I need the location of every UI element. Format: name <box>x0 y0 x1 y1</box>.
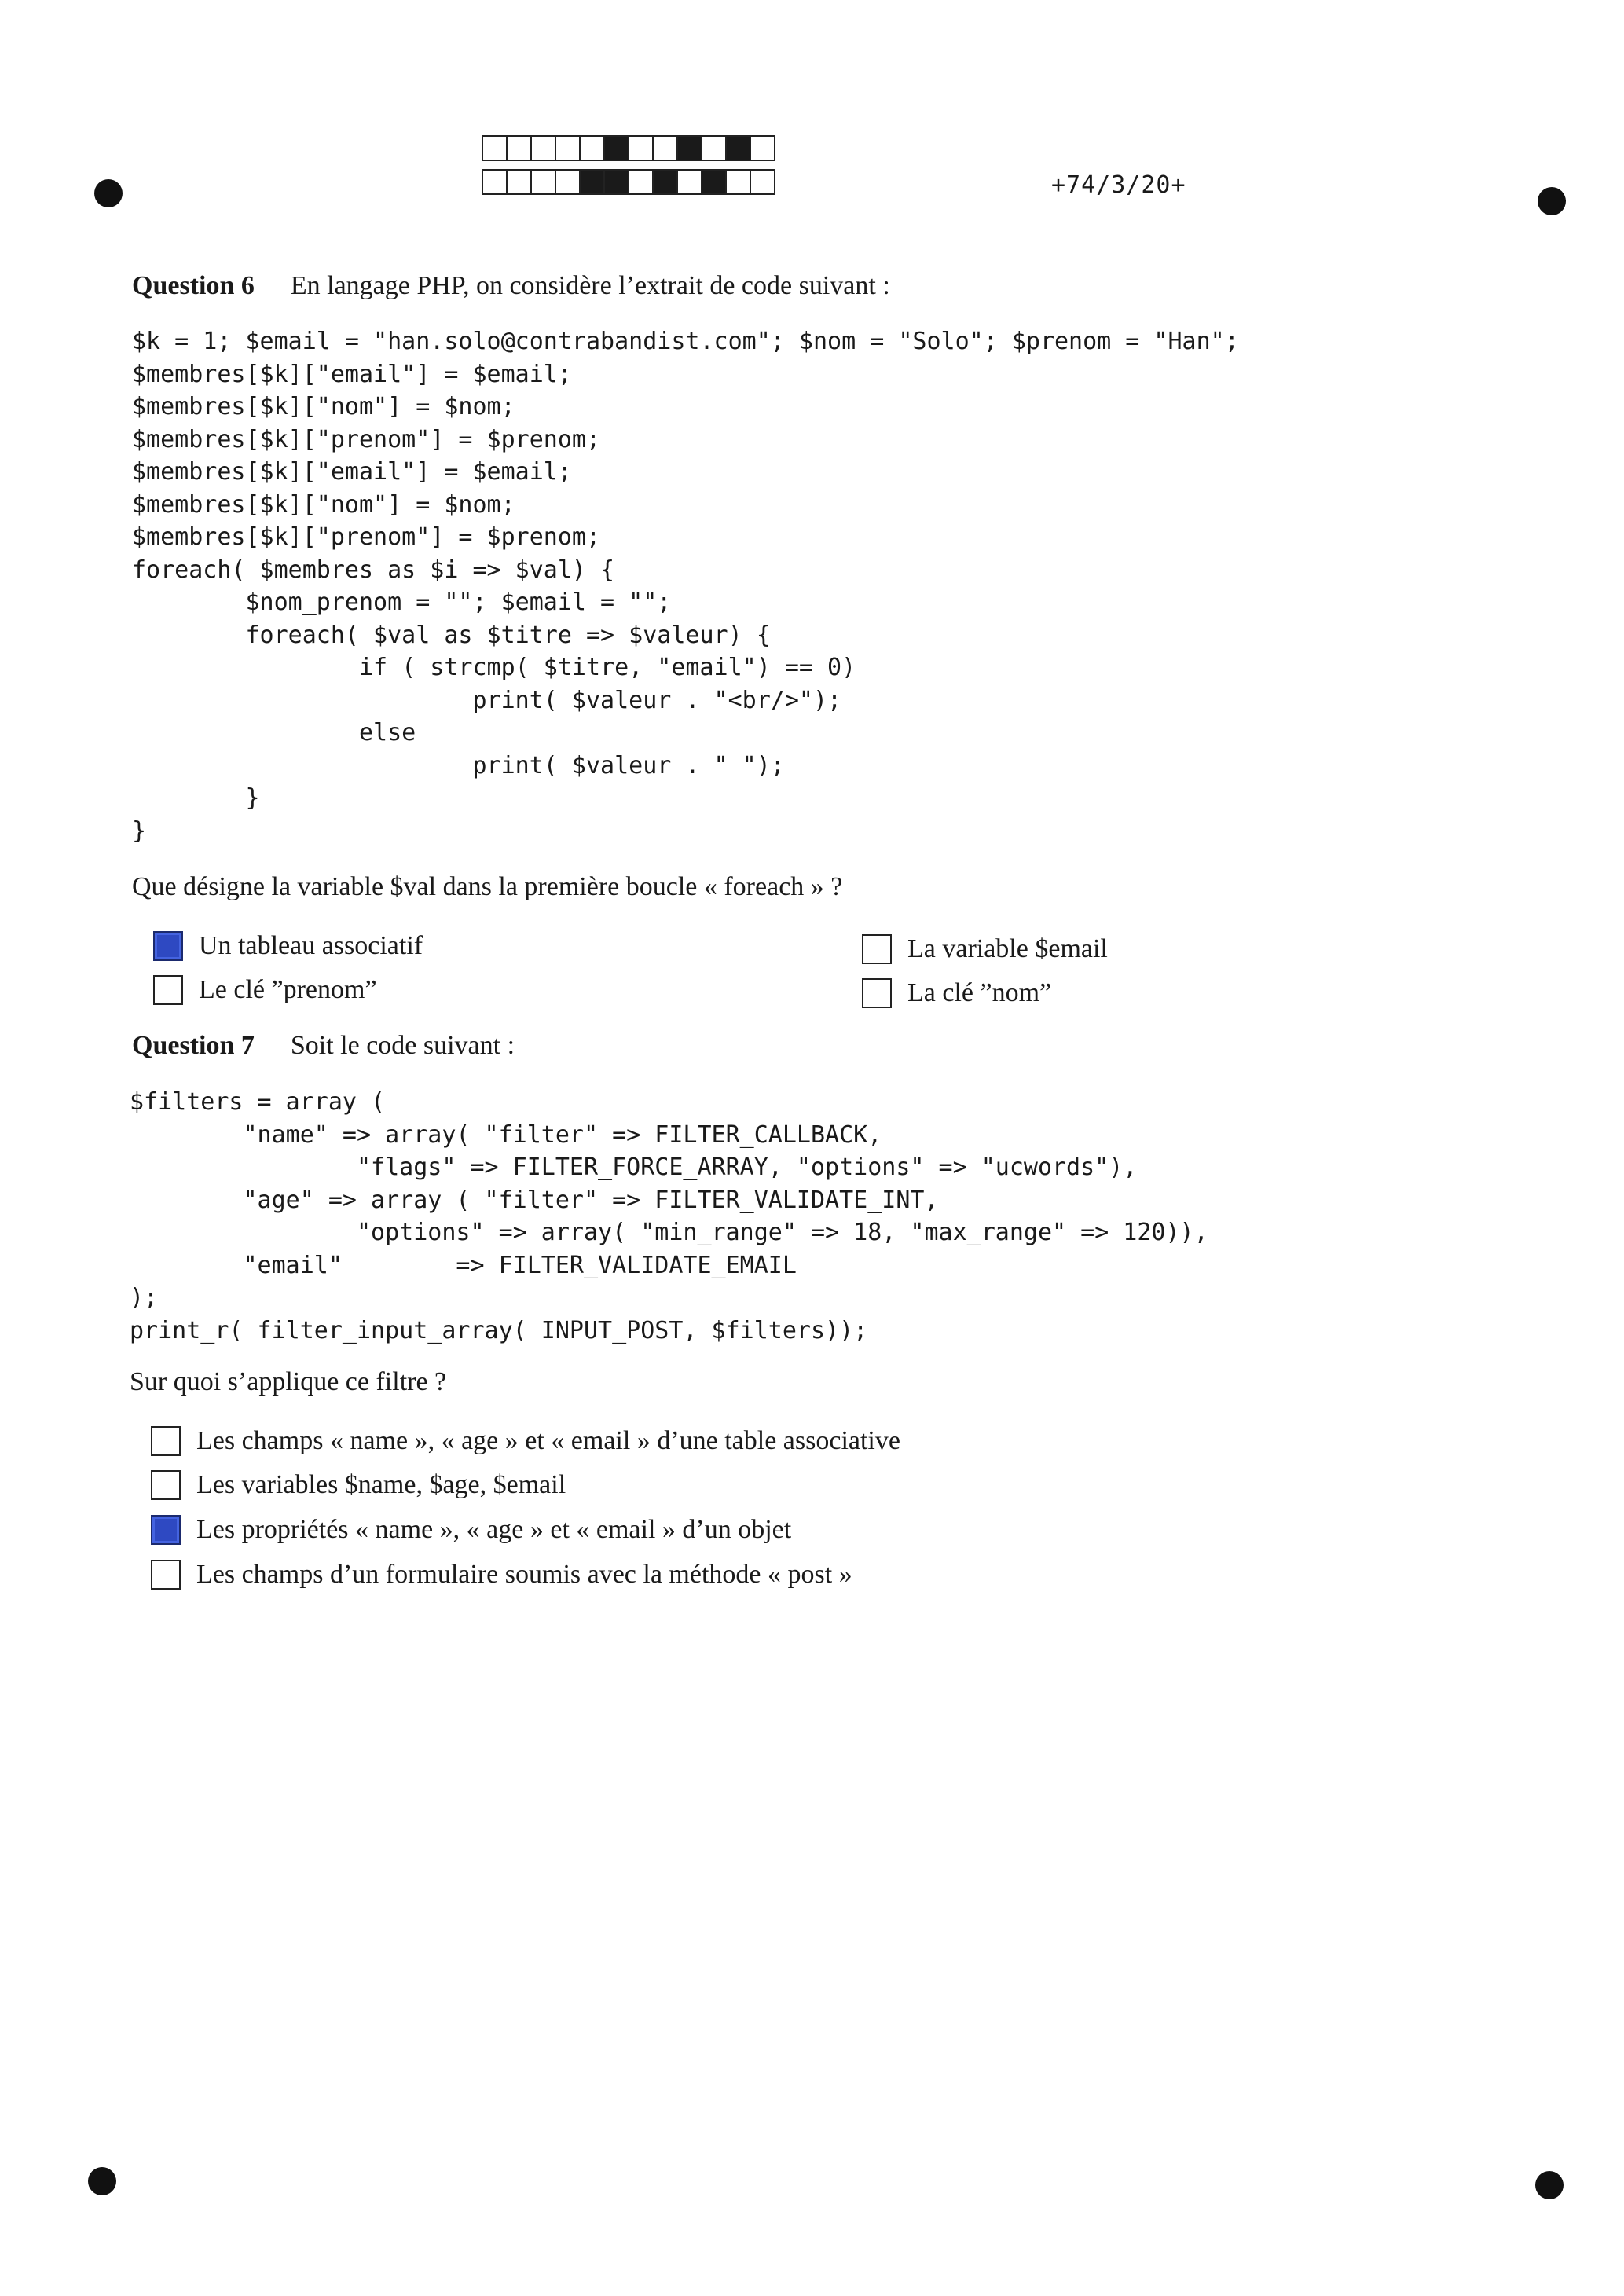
barcode-cell <box>555 169 581 195</box>
answer-checkbox[interactable] <box>151 1560 181 1590</box>
barcode-cell <box>506 169 532 195</box>
question-7-answer-1[interactable] <box>151 1426 900 1456</box>
barcode-cell <box>555 135 581 161</box>
barcode-cell <box>750 169 775 195</box>
question-6-answer-2[interactable] <box>862 934 1108 964</box>
question-7-text: Soit le code suivant : <box>290 1031 515 1060</box>
barcode-cell <box>628 169 654 195</box>
barcode-cell <box>482 169 508 195</box>
barcode-cell <box>579 135 605 161</box>
question-7-answer-2[interactable] <box>151 1470 566 1500</box>
answer-checkbox[interactable] <box>153 931 183 961</box>
barcode-cell <box>701 135 727 161</box>
question-6-label: Question 6 <box>132 271 255 300</box>
page-id: +74/3/20+ <box>1051 171 1186 199</box>
question-6-answer-3[interactable] <box>153 975 377 1005</box>
registration-mark-bottom-left <box>88 2167 116 2195</box>
registration-mark-bottom-right <box>1535 2171 1564 2199</box>
answer-label: Les propriétés « name », « age » et « email » d’un objet <box>196 1515 792 1544</box>
barcode-cell <box>652 135 678 161</box>
barcode-cell <box>676 135 702 161</box>
barcode-cell <box>628 135 654 161</box>
barcode-cell <box>676 169 702 195</box>
question-6-text: En langage PHP, on considère l’extrait de code suivant : <box>290 271 890 300</box>
barcode-cell <box>725 135 751 161</box>
barcode-cell <box>725 169 751 195</box>
question-7-header <box>132 1031 515 1061</box>
question-7-answer-3[interactable] <box>151 1515 791 1545</box>
barcode-cell <box>530 135 556 161</box>
barcode-cell <box>701 169 727 195</box>
answer-checkbox[interactable] <box>151 1426 181 1456</box>
question-7-code: $filters = array ( "name" => array( "filter" => FILTER_CALLBACK, "flags" => FILTER_FORCE_ARRAY, "options" => "ucwords"), "age" => array ( "filter" => FILTER_VALIDATE_INT, "options" => array( "min_range" => 18, "max_range" => 120)), "email" => FILTER_VALIDATE_EMAIL ); print_r( filter_input_array( INPUT_POST, $filters)); <box>130 1088 1208 1344</box>
registration-mark-top-right <box>1538 187 1566 215</box>
answer-checkbox[interactable] <box>862 978 892 1008</box>
question-7-label: Question 7 <box>132 1031 255 1060</box>
question-7-prompt: Sur quoi s’applique ce filtre ? <box>130 1367 447 1396</box>
answer-checkbox[interactable] <box>862 934 892 964</box>
answer-checkbox[interactable] <box>151 1470 181 1500</box>
question-6-header <box>132 271 890 301</box>
registration-mark-top-left <box>94 179 123 207</box>
barcode-cell <box>652 169 678 195</box>
answer-checkbox[interactable] <box>153 975 183 1005</box>
answer-label: Les champs d’un formulaire soumis avec la méthode « post » <box>196 1560 852 1589</box>
barcode-cell <box>579 169 605 195</box>
answer-checkbox[interactable] <box>151 1515 181 1545</box>
answer-label: La variable $email <box>907 934 1108 963</box>
question-6-answer-4[interactable] <box>862 978 1051 1008</box>
barcode-cell <box>750 135 775 161</box>
question-7-answer-4[interactable] <box>151 1560 852 1590</box>
barcode-cell <box>482 135 508 161</box>
barcode-cell <box>603 169 629 195</box>
question-6-prompt: Que désigne la variable $val dans la première boucle « foreach » ? <box>132 872 843 901</box>
barcode-cell <box>530 169 556 195</box>
question-6-answer-1[interactable] <box>153 931 423 961</box>
barcode-row-top <box>482 135 774 161</box>
barcode-cell <box>506 135 532 161</box>
barcode-row-bottom <box>482 169 774 195</box>
answer-label: La clé ”nom” <box>907 978 1052 1007</box>
answer-label: Les variables $name, $age, $email <box>196 1470 566 1499</box>
answer-label: Un tableau associatif <box>199 931 423 960</box>
answer-label: Les champs « name », « age » et « email » d’une table associative <box>196 1426 900 1455</box>
question-6-code: $k = 1; $email = "han.solo@contrabandist.com"; $nom = "Solo"; $prenom = "Han"; $membres[$k]["email"] = $email; $membres[$k]["nom"] = $nom; $membres[$k]["prenom"] = $prenom; $membres[$k]["email"] = $email; $membres[$k]["nom"] = $nom; $membres[$k]["prenom"] = $prenom; foreach( $membres as $i => $val) { $nom_prenom = ""; $email = ""; foreach( $val as $titre => $valeur) { if ( strcmp( $titre, "email") == 0) print( $valeur . "<br/>"); else print( $valeur . " "); } } <box>132 328 1239 845</box>
answer-label: Le clé ”prenom” <box>199 975 377 1004</box>
barcode-cell <box>603 135 629 161</box>
